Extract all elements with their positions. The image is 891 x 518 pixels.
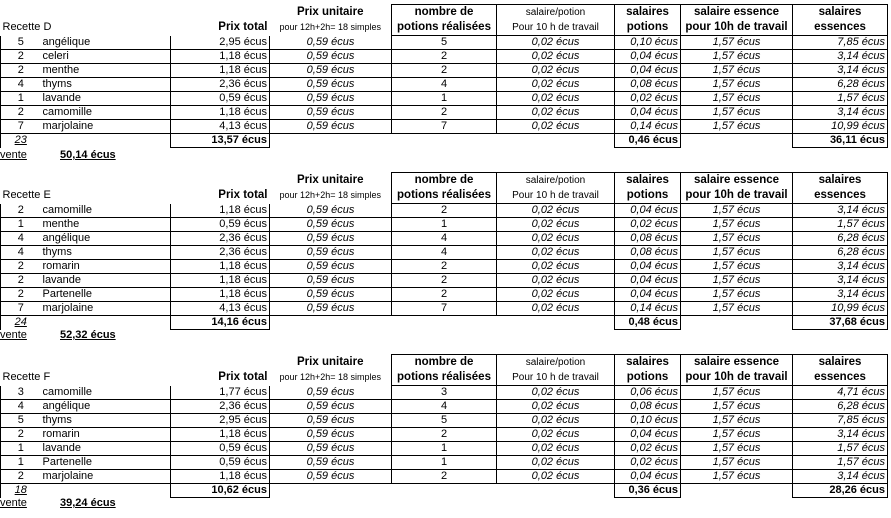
prix-total-cell: 1,18 écus (171, 274, 270, 288)
header-salaires-potions-2: potions (615, 370, 681, 386)
salaires-potions-cell: 0,08 écus (615, 246, 681, 260)
ingredient-cell: marjolaine (41, 120, 171, 134)
table-row (1, 50, 888, 64)
table-row (1, 302, 888, 316)
quantity-cell: 5 (1, 36, 41, 50)
table-row (1, 442, 888, 456)
header-salaires-potions-2: potions (615, 20, 681, 36)
prix-total-cell: 1,18 écus (171, 50, 270, 64)
ingredient-cell: Partenelle (41, 456, 171, 470)
recipe-title: Recette F (2, 371, 51, 384)
ingredient-cell: camomille (41, 106, 171, 120)
header-salaire-essence-2: pour 10h de travail (681, 370, 793, 386)
salaires-potions-cell: 0,04 écus (615, 274, 681, 288)
prix-total-cell: 4,13 écus (171, 302, 270, 316)
prix-unitaire-cell: 0,59 écus (270, 218, 392, 232)
header-prix-unitaire-sub: pour 12h+2h= 18 simples (279, 372, 382, 383)
header-prix-total: Prix total (218, 371, 268, 384)
prix-unitaire-cell: 0,59 écus (270, 78, 392, 92)
ingredient-cell: thyms (41, 78, 171, 92)
header-salaires-potions-1: salaires (615, 173, 681, 189)
header-salaires-potions-2: potions (615, 188, 681, 204)
header-salaire-essence-1: salaire essence (681, 355, 793, 371)
prix-unitaire-cell: 0,59 écus (270, 120, 392, 134)
prix-total-cell: 1,18 écus (171, 288, 270, 302)
vente-value: 50,14 écus (60, 149, 116, 161)
header-prix-unitaire-sub: pour 12h+2h= 18 simples (279, 190, 382, 201)
prix-unitaire-cell: 0,59 écus (270, 274, 392, 288)
salaires-essences-cell: 1,57 écus (793, 442, 888, 456)
header-prix-unitaire: Prix unitaire (297, 5, 364, 18)
ingredient-cell: lavande (41, 92, 171, 106)
salaires-essences-cell: 6,28 écus (793, 232, 888, 246)
salaires-potions-cell: 0,02 écus (615, 442, 681, 456)
salaire-potion-cell: 0,02 écus (497, 442, 615, 456)
table-row (1, 246, 888, 260)
prix-unitaire-cell: 0,59 écus (270, 260, 392, 274)
salaire-essence-cell: 1,57 écus (681, 78, 793, 92)
quantity-cell: 1 (1, 456, 41, 470)
salaires-essences-cell: 1,57 écus (793, 218, 888, 232)
header-salaires-essences-2: essences (793, 188, 888, 204)
salaire-potion-cell: 0,02 écus (497, 246, 615, 260)
salaires-potions-cell: 0,04 écus (615, 204, 681, 218)
nombre-potions-cell: 7 (392, 120, 497, 134)
prix-total-cell: 1,18 écus (171, 64, 270, 78)
salaire-potion-cell: 0,02 écus (497, 92, 615, 106)
total-count: 23 (1, 134, 41, 148)
salaires-essences-cell: 6,28 écus (793, 78, 888, 92)
prix-unitaire-cell: 0,59 écus (270, 456, 392, 470)
salaire-potion-cell: 0,02 écus (497, 78, 615, 92)
salaires-essences-cell: 3,14 écus (793, 274, 888, 288)
prix-total-cell: 0,59 écus (171, 456, 270, 470)
prix-total-cell: 2,36 écus (171, 246, 270, 260)
table-row (1, 386, 888, 400)
recette-block (0, 172, 891, 341)
prix-total-cell: 0,59 écus (171, 442, 270, 456)
ingredient-cell: thyms (41, 414, 171, 428)
header-nombre-1: nombre de (392, 173, 497, 189)
quantity-cell: 1 (1, 442, 41, 456)
ingredient-cell: angélique (41, 36, 171, 50)
header-prix-unitaire-sub: pour 12h+2h= 18 simples (279, 22, 382, 33)
ingredient-cell: romarin (41, 428, 171, 442)
salaires-potions-cell: 0,14 écus (615, 120, 681, 134)
salaire-essence-cell: 1,57 écus (681, 428, 793, 442)
salaire-essence-cell: 1,57 écus (681, 232, 793, 246)
prix-total-cell: 1,18 écus (171, 260, 270, 274)
header-salaire-potion-1: salaire/potion (497, 5, 615, 21)
ingredient-cell: angélique (41, 232, 171, 246)
salaire-essence-cell: 1,57 écus (681, 218, 793, 232)
quantity-cell: 4 (1, 232, 41, 246)
salaire-potion-cell: 0,02 écus (497, 36, 615, 50)
nombre-potions-cell: 4 (392, 400, 497, 414)
salaires-essences-cell: 3,14 écus (793, 260, 888, 274)
salaires-essences-cell: 3,14 écus (793, 106, 888, 120)
quantity-cell: 2 (1, 260, 41, 274)
prix-unitaire-cell: 0,59 écus (270, 428, 392, 442)
salaires-essences-cell: 6,28 écus (793, 246, 888, 260)
salaires-potions-cell: 0,02 écus (615, 92, 681, 106)
salaires-essences-cell: 7,85 écus (793, 36, 888, 50)
salaire-essence-cell: 1,57 écus (681, 386, 793, 400)
table-row (1, 232, 888, 246)
salaire-essence-cell: 1,57 écus (681, 400, 793, 414)
salaires-essences-cell: 3,14 écus (793, 204, 888, 218)
salaire-essence-cell: 1,57 écus (681, 302, 793, 316)
prix-total-cell: 2,95 écus (171, 414, 270, 428)
total-salaires-potions: 0,48 écus (615, 316, 681, 330)
salaires-potions-cell: 0,08 écus (615, 78, 681, 92)
ingredient-cell: thyms (41, 246, 171, 260)
total-prix: 14,16 écus (171, 316, 270, 330)
quantity-cell: 4 (1, 246, 41, 260)
salaires-essences-cell: 3,14 écus (793, 428, 888, 442)
quantity-cell: 2 (1, 274, 41, 288)
salaires-essences-cell: 1,57 écus (793, 456, 888, 470)
salaires-essences-cell: 10,99 écus (793, 302, 888, 316)
header-salaire-essence-2: pour 10h de travail (681, 188, 793, 204)
salaire-essence-cell: 1,57 écus (681, 288, 793, 302)
quantity-cell: 7 (1, 302, 41, 316)
table-row (1, 456, 888, 470)
header-prix-unitaire: Prix unitaire (297, 173, 364, 186)
ingredient-cell: Partenelle (41, 288, 171, 302)
salaires-potions-cell: 0,02 écus (615, 218, 681, 232)
nombre-potions-cell: 5 (392, 36, 497, 50)
salaires-essences-cell: 3,14 écus (793, 50, 888, 64)
total-salaires-potions: 0,36 écus (615, 484, 681, 498)
header-nombre-2: potions réalisées (392, 188, 497, 204)
vente-value: 52,32 écus (60, 329, 116, 341)
total-count: 18 (1, 484, 41, 498)
salaire-potion-cell: 0,02 écus (497, 400, 615, 414)
nombre-potions-cell: 5 (392, 414, 497, 428)
ingredient-cell: menthe (41, 218, 171, 232)
salaires-potions-cell: 0,04 écus (615, 260, 681, 274)
prix-total-cell: 0,59 écus (171, 218, 270, 232)
nombre-potions-cell: 2 (392, 64, 497, 78)
nombre-potions-cell: 2 (392, 260, 497, 274)
salaires-essences-cell: 10,99 écus (793, 120, 888, 134)
salaires-essences-cell: 7,85 écus (793, 414, 888, 428)
prix-total-cell: 4,13 écus (171, 120, 270, 134)
total-prix: 10,62 écus (171, 484, 270, 498)
nombre-potions-cell: 2 (392, 50, 497, 64)
header-salaires-essences-1: salaires (793, 173, 888, 189)
vente-line (0, 328, 116, 342)
ingredient-cell: menthe (41, 64, 171, 78)
salaire-potion-cell: 0,02 écus (497, 470, 615, 484)
salaire-potion-cell: 0,02 écus (497, 232, 615, 246)
prix-unitaire-cell: 0,59 écus (270, 64, 392, 78)
table-row (1, 106, 888, 120)
vente-label: vente (0, 497, 27, 509)
recipe-title: Recette E (2, 189, 51, 202)
quantity-cell: 2 (1, 428, 41, 442)
prix-total-cell: 1,18 écus (171, 470, 270, 484)
salaire-essence-cell: 1,57 écus (681, 260, 793, 274)
salaires-essences-cell: 3,14 écus (793, 470, 888, 484)
ingredient-cell: marjolaine (41, 302, 171, 316)
vente-line (0, 148, 116, 162)
salaire-essence-cell: 1,57 écus (681, 120, 793, 134)
header-salaire-potion-2: Pour 10 h de travail (497, 370, 615, 386)
prix-total-cell: 0,59 écus (171, 92, 270, 106)
salaire-potion-cell: 0,02 écus (497, 414, 615, 428)
quantity-cell: 4 (1, 400, 41, 414)
table-row (1, 470, 888, 484)
header-prix-total: Prix total (218, 21, 268, 34)
quantity-cell: 4 (1, 78, 41, 92)
salaires-potions-cell: 0,04 écus (615, 428, 681, 442)
table-row (1, 274, 888, 288)
header-salaire-essence-1: salaire essence (681, 5, 793, 21)
nombre-potions-cell: 3 (392, 386, 497, 400)
table-row (1, 428, 888, 442)
quantity-cell: 3 (1, 386, 41, 400)
table-row (1, 260, 888, 274)
salaire-essence-cell: 1,57 écus (681, 442, 793, 456)
prix-unitaire-cell: 0,59 écus (270, 386, 392, 400)
salaires-potions-cell: 0,10 écus (615, 414, 681, 428)
prix-total-cell: 2,36 écus (171, 400, 270, 414)
salaire-potion-cell: 0,02 écus (497, 456, 615, 470)
header-salaire-essence-2: pour 10h de travail (681, 20, 793, 36)
salaires-potions-cell: 0,04 écus (615, 106, 681, 120)
quantity-cell: 5 (1, 414, 41, 428)
ingredient-cell: camomille (41, 386, 171, 400)
salaire-potion-cell: 0,02 écus (497, 64, 615, 78)
recette-block (0, 4, 891, 161)
prix-unitaire-cell: 0,59 écus (270, 106, 392, 120)
recipe-table (0, 172, 888, 330)
nombre-potions-cell: 1 (392, 92, 497, 106)
quantity-cell: 2 (1, 288, 41, 302)
salaire-essence-cell: 1,57 écus (681, 204, 793, 218)
prix-total-cell: 1,18 écus (171, 428, 270, 442)
salaire-essence-cell: 1,57 écus (681, 470, 793, 484)
header-salaire-potion-1: salaire/potion (497, 173, 615, 189)
ingredient-cell: romarin (41, 260, 171, 274)
salaires-potions-cell: 0,08 écus (615, 232, 681, 246)
header-nombre-2: potions réalisées (392, 370, 497, 386)
vente-value: 39,24 écus (60, 497, 116, 509)
header-nombre-1: nombre de (392, 5, 497, 21)
prix-unitaire-cell: 0,59 écus (270, 302, 392, 316)
nombre-potions-cell: 2 (392, 428, 497, 442)
prix-total-cell: 2,36 écus (171, 232, 270, 246)
nombre-potions-cell: 2 (392, 274, 497, 288)
table-row (1, 414, 888, 428)
quantity-cell: 7 (1, 120, 41, 134)
table-row (1, 78, 888, 92)
nombre-potions-cell: 4 (392, 78, 497, 92)
table-row (1, 92, 888, 106)
nombre-potions-cell: 2 (392, 106, 497, 120)
table-row (1, 218, 888, 232)
salaire-essence-cell: 1,57 écus (681, 414, 793, 428)
salaire-essence-cell: 1,57 écus (681, 50, 793, 64)
recipe-table (0, 354, 888, 498)
header-nombre-1: nombre de (392, 355, 497, 371)
salaire-potion-cell: 0,02 écus (497, 274, 615, 288)
recette-block (0, 354, 891, 509)
salaire-essence-cell: 1,57 écus (681, 274, 793, 288)
nombre-potions-cell: 2 (392, 470, 497, 484)
header-salaire-potion-1: salaire/potion (497, 355, 615, 371)
quantity-cell: 2 (1, 64, 41, 78)
salaires-potions-cell: 0,06 écus (615, 386, 681, 400)
prix-total-cell: 2,95 écus (171, 36, 270, 50)
prix-unitaire-cell: 0,59 écus (270, 92, 392, 106)
ingredient-cell: camomille (41, 204, 171, 218)
total-salaires-essences: 36,11 écus (793, 134, 888, 148)
nombre-potions-cell: 2 (392, 288, 497, 302)
salaires-potions-cell: 0,04 écus (615, 50, 681, 64)
header-salaire-essence-1: salaire essence (681, 173, 793, 189)
nombre-potions-cell: 1 (392, 456, 497, 470)
prix-total-cell: 2,36 écus (171, 78, 270, 92)
salaires-potions-cell: 0,04 écus (615, 64, 681, 78)
prix-unitaire-cell: 0,59 écus (270, 50, 392, 64)
salaire-essence-cell: 1,57 écus (681, 456, 793, 470)
table-row (1, 36, 888, 50)
header-salaires-essences-2: essences (793, 370, 888, 386)
salaires-potions-cell: 0,08 écus (615, 400, 681, 414)
prix-unitaire-cell: 0,59 écus (270, 36, 392, 50)
recipe-table (0, 4, 888, 148)
salaire-essence-cell: 1,57 écus (681, 106, 793, 120)
prix-unitaire-cell: 0,59 écus (270, 204, 392, 218)
header-salaires-essences-2: essences (793, 20, 888, 36)
quantity-cell: 2 (1, 106, 41, 120)
prix-unitaire-cell: 0,59 écus (270, 442, 392, 456)
header-prix-total: Prix total (218, 189, 268, 202)
salaire-essence-cell: 1,57 écus (681, 36, 793, 50)
header-salaires-essences-1: salaires (793, 355, 888, 371)
recipe-title: Recette D (2, 21, 52, 34)
total-prix: 13,57 écus (171, 134, 270, 148)
salaire-potion-cell: 0,02 écus (497, 260, 615, 274)
vente-line (0, 496, 116, 510)
salaires-potions-cell: 0,14 écus (615, 302, 681, 316)
table-row (1, 204, 888, 218)
table-row (1, 64, 888, 78)
header-salaire-potion-2: Pour 10 h de travail (497, 20, 615, 36)
header-salaires-essences-1: salaires (793, 5, 888, 21)
nombre-potions-cell: 1 (392, 442, 497, 456)
salaire-essence-cell: 1,57 écus (681, 64, 793, 78)
nombre-potions-cell: 2 (392, 204, 497, 218)
ingredient-cell: lavande (41, 442, 171, 456)
salaires-potions-cell: 0,02 écus (615, 456, 681, 470)
total-salaires-essences: 28,26 écus (793, 484, 888, 498)
salaire-potion-cell: 0,02 écus (497, 428, 615, 442)
total-count: 24 (1, 316, 41, 330)
prix-unitaire-cell: 0,59 écus (270, 470, 392, 484)
nombre-potions-cell: 4 (392, 232, 497, 246)
prix-unitaire-cell: 0,59 écus (270, 288, 392, 302)
quantity-cell: 2 (1, 470, 41, 484)
salaire-potion-cell: 0,02 écus (497, 386, 615, 400)
ingredient-cell: lavande (41, 274, 171, 288)
salaires-essences-cell: 1,57 écus (793, 92, 888, 106)
salaire-potion-cell: 0,02 écus (497, 204, 615, 218)
salaires-potions-cell: 0,04 écus (615, 288, 681, 302)
prix-unitaire-cell: 0,59 écus (270, 246, 392, 260)
header-salaire-potion-2: Pour 10 h de travail (497, 188, 615, 204)
quantity-cell: 2 (1, 204, 41, 218)
vente-label: vente (0, 149, 27, 161)
ingredient-cell: celeri (41, 50, 171, 64)
total-salaires-potions: 0,46 écus (615, 134, 681, 148)
quantity-cell: 2 (1, 50, 41, 64)
nombre-potions-cell: 4 (392, 246, 497, 260)
salaire-potion-cell: 0,02 écus (497, 302, 615, 316)
prix-total-cell: 1,18 écus (171, 204, 270, 218)
quantity-cell: 1 (1, 218, 41, 232)
salaire-essence-cell: 1,57 écus (681, 246, 793, 260)
prix-unitaire-cell: 0,59 écus (270, 232, 392, 246)
ingredient-cell: angélique (41, 400, 171, 414)
nombre-potions-cell: 7 (392, 302, 497, 316)
salaires-essences-cell: 4,71 écus (793, 386, 888, 400)
header-nombre-2: potions réalisées (392, 20, 497, 36)
header-salaires-potions-1: salaires (615, 355, 681, 371)
table-row (1, 400, 888, 414)
salaire-potion-cell: 0,02 écus (497, 120, 615, 134)
prix-total-cell: 1,77 écus (171, 386, 270, 400)
prix-unitaire-cell: 0,59 écus (270, 414, 392, 428)
salaire-potion-cell: 0,02 écus (497, 50, 615, 64)
header-salaires-potions-1: salaires (615, 5, 681, 21)
salaire-potion-cell: 0,02 écus (497, 106, 615, 120)
header-prix-unitaire: Prix unitaire (297, 355, 364, 368)
quantity-cell: 1 (1, 92, 41, 106)
table-row (1, 288, 888, 302)
prix-total-cell: 1,18 écus (171, 106, 270, 120)
total-salaires-essences: 37,68 écus (793, 316, 888, 330)
vente-label: vente (0, 329, 27, 341)
salaire-potion-cell: 0,02 écus (497, 288, 615, 302)
ingredient-cell: marjolaine (41, 470, 171, 484)
salaires-potions-cell: 0,10 écus (615, 36, 681, 50)
prix-unitaire-cell: 0,59 écus (270, 400, 392, 414)
salaires-potions-cell: 0,04 écus (615, 470, 681, 484)
salaires-essences-cell: 6,28 écus (793, 400, 888, 414)
nombre-potions-cell: 1 (392, 218, 497, 232)
table-row (1, 120, 888, 134)
salaires-essences-cell: 3,14 écus (793, 288, 888, 302)
salaire-essence-cell: 1,57 écus (681, 92, 793, 106)
salaire-potion-cell: 0,02 écus (497, 218, 615, 232)
salaires-essences-cell: 3,14 écus (793, 64, 888, 78)
